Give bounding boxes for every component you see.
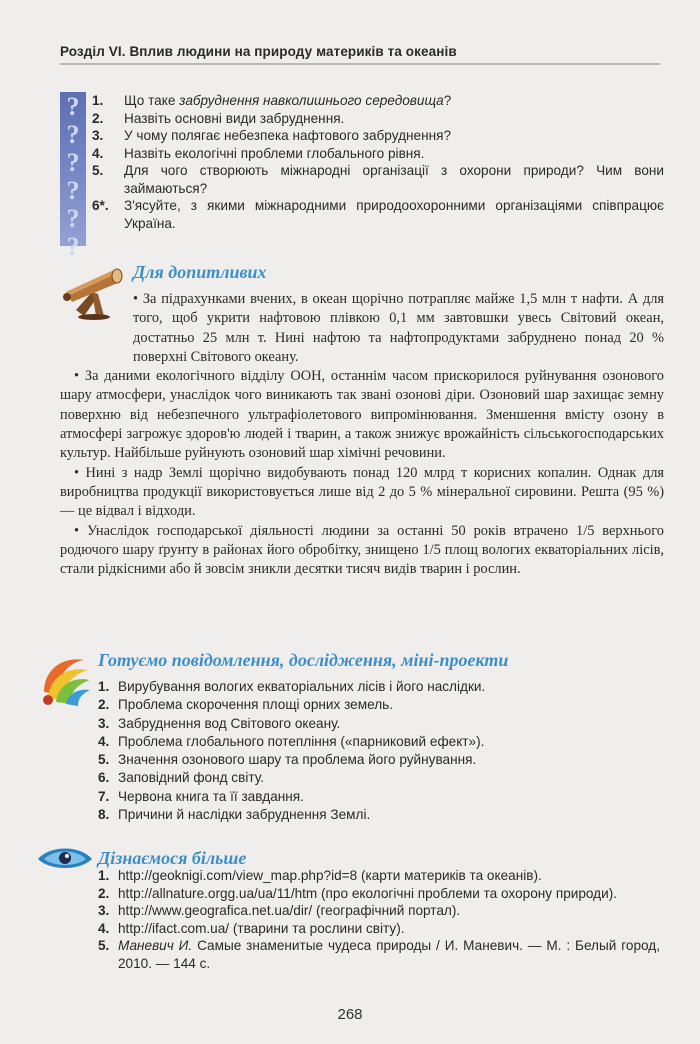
learn-more-title: Дізнаємося більше — [98, 848, 247, 868]
curious-body — [60, 290, 664, 579]
link-text[interactable]: http://ifact.com.ua/ (тварини та рослини світу). — [118, 920, 405, 936]
question-list — [92, 92, 664, 232]
curious-title: Для допитливих — [133, 262, 267, 282]
question-mark-icon: ? — [66, 148, 80, 177]
question-item — [92, 145, 664, 163]
curious-paragraph: • За підрахунками вчених, в океан щорічно потрапляє майже 1,5 млн т нафти. А для того, щоб укрити нафтовою плівкою 0,1 мм завтовшки увесь Світовий океан, достатньо 25 млн т. Нині нафтою та нафтопродуктами забруднено понад 20 % поверхні Світового океану. — [133, 291, 664, 365]
question-text: У чому полягає небезпека нафтового забруднення? — [124, 128, 451, 143]
list-item: 2. Проблема скорочення площі орних земель. — [98, 697, 393, 713]
question-item — [92, 127, 664, 145]
question-text: Назвіть основні види забруднення. — [124, 110, 345, 126]
question-text: Для чого створюють міжнародні організації з охорони природи? Чим вони займаються? — [124, 163, 664, 196]
question-mark-icon: ? — [66, 232, 80, 261]
list-item: 4. Проблема глобального потепління («парниковий ефект»). — [98, 733, 485, 749]
question-number: 4. — [92, 145, 104, 161]
colored-swirl-icon — [36, 650, 94, 708]
curious-paragraph: • Унаслідок господарської діяльності людини за останні 50 років втрачено 1/5 верхнього родючого шару ґрунту в районах його обробітку, знищено 1/5 площ вологих екваторіальних лісів, стали рідкісними або й зовсім зникли десятки тисяч видів тварин і рослин. — [60, 522, 664, 578]
projects-title: Готуємо повідомлення, дослідження, міні-проекти — [98, 650, 509, 670]
question-text: Назвіть екологічні проблеми глобального рівня. — [124, 145, 425, 161]
question-item — [92, 162, 664, 197]
curious-paragraph: • Нині з надр Землі щорічно видобувають понад 120 млрд т корисних копалин. Однак для виробництва продукції використовується лише від 2 до 5 % мінеральної сировини. Решта (95 %) — це відвал і відходи. — [60, 464, 664, 520]
question-number: 2. — [92, 110, 104, 126]
list-item: 3. http://www.geografica.net.ua/dir/ (географічний портал). — [98, 902, 660, 920]
list-item: 1. Вирубування вологих екваторіальних лісів і його наслідки. — [98, 679, 486, 694]
question-text: З'ясуйте, з якими міжнародними природоохоронними організаціями співпрацює Україна. — [124, 198, 664, 231]
question-mark-icon: ? — [66, 120, 80, 149]
list-item: 1. http://geoknigi.com/view_map.php?id=8 (карти материків та океанів). — [98, 867, 660, 885]
learn-more-list — [98, 867, 660, 972]
list-item: 7. Червона книга та її завдання. — [98, 788, 304, 804]
question-mark-icon: ? — [66, 92, 80, 121]
page-number: 268 — [337, 1006, 363, 1023]
list-item: 5. Значення озонового шару та проблема його руйнування. — [98, 752, 477, 768]
list-item: 4. http://ifact.com.ua/ (тварини та рослини світу). — [98, 920, 660, 938]
question-item — [92, 92, 664, 110]
list-item: 3. Забруднення вод Світового океану. — [98, 715, 341, 731]
question-number: 1. — [92, 93, 104, 108]
list-item: 2. http://allnature.orgg.ua/ua/11/htm (про екологічні проблеми та охорону природи). — [98, 885, 660, 903]
question-item — [92, 197, 664, 232]
list-item: 8. Причини й наслідки забруднення Землі. — [98, 807, 371, 823]
question-number: 5. — [92, 163, 104, 178]
list-item: 6. Заповідний фонд світу. — [98, 770, 264, 786]
link-text[interactable]: http://allnature.orgg.ua/ua/11/htm (про екологічні проблеми та охорону природи). — [118, 885, 617, 901]
link-text[interactable]: http://www.geografica.net.ua/dir/ (географічний портал). — [118, 903, 461, 918]
projects-list — [98, 678, 658, 824]
question-text: Що таке забруднення навколишнього середовища? — [124, 93, 452, 108]
question-mark-icon: ? — [66, 204, 80, 233]
reference-text: Маневич И. Самые знаменитые чудеса природы / И. Маневич. — М. : Белый город, 2010. — 144 с. — [118, 938, 661, 971]
eye-icon — [36, 845, 94, 871]
question-item — [92, 110, 664, 128]
curious-paragraph: • За даними екологічного відділу ООН, останнім часом прискорилося руйнування озонового шару атмосфери, унаслідок чого виникають так звані озонові діри. Озоновий шар захищає земну поверхню від небезпечного ультрафіолетового випромінювання. Зменшення вмісту озону в атмосфері загрожує здоров'ю людей і тварин, а також знижує врожайність сільськогосподарських культур. Найбільше руйнують озоновий шар хімічні речовини. — [60, 368, 664, 462]
question-number: 6*. — [92, 198, 109, 213]
question-number: 3. — [92, 128, 104, 143]
question-stripe — [60, 92, 86, 261]
section-header: Розділ VI. Вплив людини на природу материків та океанів — [60, 44, 660, 65]
list-item: 5. Маневич И. Самые знаменитые чудеса природы / И. Маневич. — М. : Белый город, 2010. — 144 с. — [98, 938, 661, 971]
link-text[interactable]: http://geoknigi.com/view_map.php?id=8 (карти материків та океанів). — [118, 868, 542, 883]
questions-block — [60, 92, 664, 261]
question-mark-icon: ? — [66, 176, 80, 205]
